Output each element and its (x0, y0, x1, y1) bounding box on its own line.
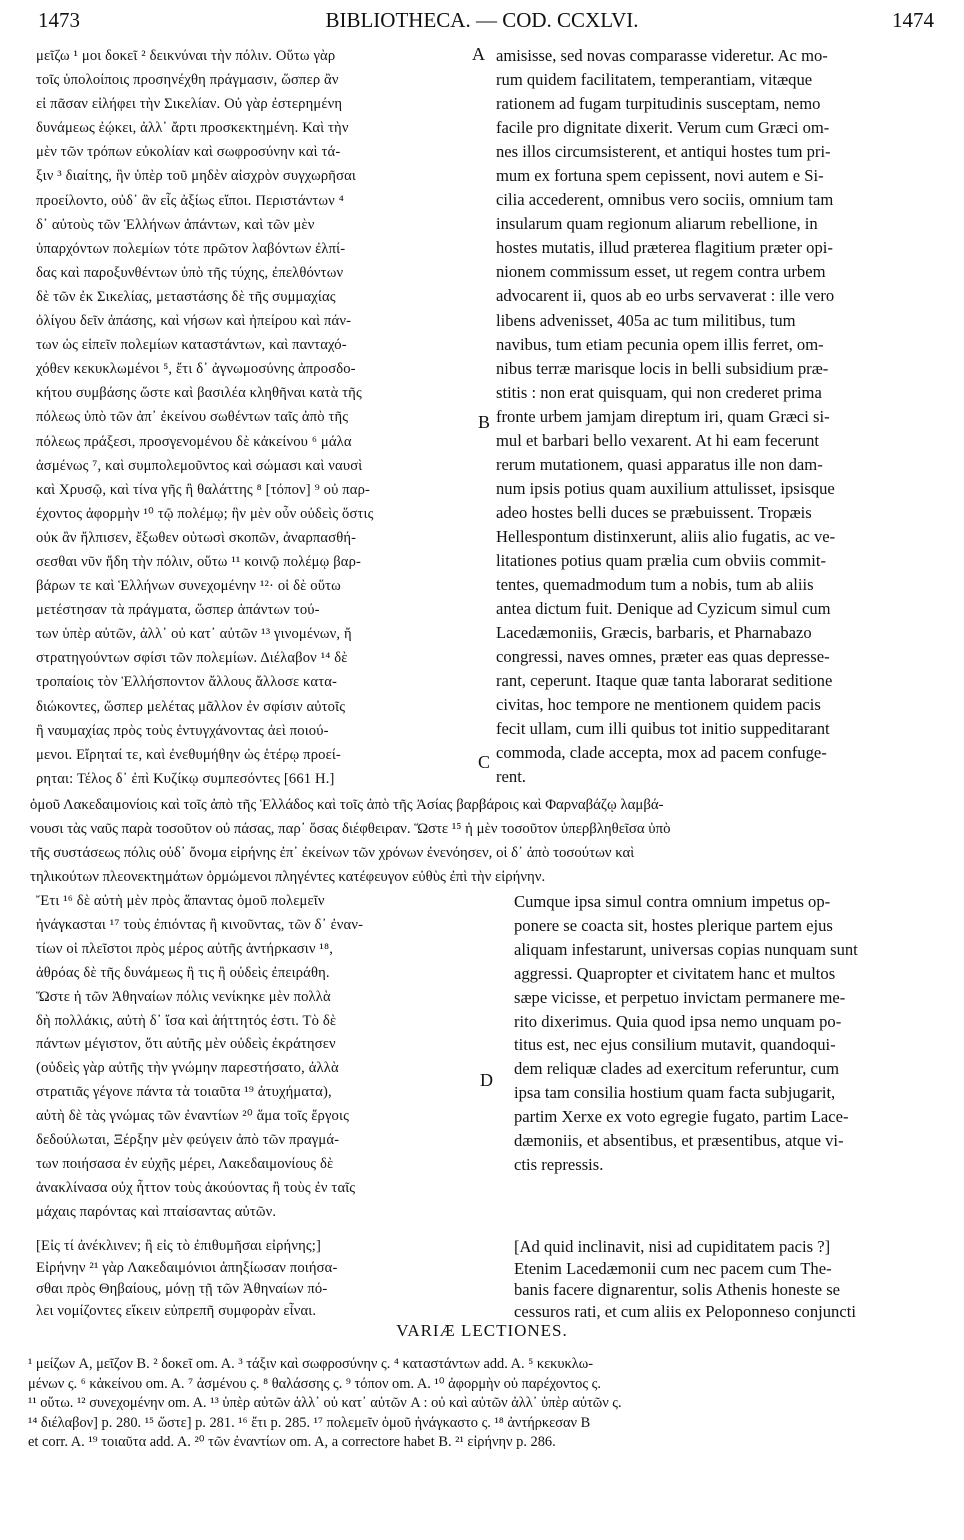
greek-line: δ᾽ αὐτοὺς τῶν Ἑλλήνων ἁπάντων, καὶ τῶν μὲν (36, 216, 315, 233)
latin-line: rito dixerimus. Quia quod ipsa nemo unquam po- (514, 1011, 842, 1031)
greek-line: ἀσμένως ⁷, καὶ συμπολεμοῦντος καὶ σώμασι καὶ ναυσὶ (36, 457, 363, 474)
latin-line: banis facere dignarentur, solis Athenis honeste se (514, 1280, 841, 1299)
latin-line: titus est, nec ejus consilium mutavit, quandoqui- (514, 1035, 836, 1055)
page-header (30, 8, 934, 38)
latin-line: civitas, hoc tempore ne mentionem quidem pacis (496, 695, 821, 715)
latin-line: rationem ad fugam turpitudinis susceptam, nemo (496, 94, 821, 114)
greek-line: ρηται: Τέλος δ᾽ ἐπὶ Κυζίκῳ συμπεσόντες [661 H.] (36, 770, 335, 787)
latin-line: nionem commissum esset, ut regem contra urbem (496, 262, 826, 282)
greek-column-3 (36, 1236, 476, 1322)
greek-line: πόλεως πράξεσι, προσγενομένου δὲ κἀκείνου ⁶ μάλα (36, 433, 352, 450)
greek-line: των ὑπὲρ αὐτῶν, ἀλλ᾽ οὐ κατ᾽ αὐτῶν ¹³ γινομένων, ἤ (36, 626, 352, 643)
section-marker-b: B (478, 412, 491, 432)
greek-line: των ποιήσασα ἐν εὐχῆς μέρει, Λακεδαιμονίους δὲ (36, 1155, 334, 1172)
variant-note-line: ¹⁴ διέλαβον] p. 280. ¹⁵ ὥστε] p. 281. ¹⁶ ἔτι p. 285. ¹⁷ πολεμεῖν ὁμοῦ ἠνάγκαστο ς. ¹⁸ ἀντήρκεσαν B (28, 1414, 591, 1431)
greek-line: (οὐδεὶς γὰρ αὐτῆς τὴν γνώμην παρεστήσατο, ἀλλὰ (36, 1060, 339, 1077)
latin-line: navibus, tum etiam pecunia opem illis ferret, om- (496, 334, 824, 354)
greek-line: τροπαίοις τὸν Ἑλλήσποντον ἄλλους ἄλλοσε κατα- (36, 674, 338, 691)
latin-line: rerum mutationem, quasi apparatus ille non dam- (496, 454, 823, 474)
greek-line: ἠνάγκασται ¹⁷ τοὺς ἐπιόντας ἢ κινοῦντας, τῶν δ᾽ ἐναν- (36, 916, 364, 933)
greek-column-2 (36, 890, 470, 1225)
greek-line: χόθεν κεκυκλωμένοι ⁵, ἔτι δ᾽ ἀγνωμοσύνης ἀπροσδο- (36, 361, 356, 378)
latin-line: litationes potius quam prælia cum obviis commit- (496, 550, 826, 570)
greek-line: μεῖζω ¹ μοι δοκεῖ ² δεικνύναι τὴν πόλιν. Οὕτω γὰρ (36, 48, 336, 64)
greek-line: τίων οἱ πλεῖστοι πρὸς μέρος αὐτῆς ἀντήρκασιν ¹⁸, (36, 940, 333, 957)
latin-line: dem reliquæ clades ad exercitum referuntur, cum (514, 1059, 840, 1079)
latin-line: num ipsis potius quam auxilium attulisset, ipsisque (496, 478, 835, 498)
latin-line: insularum quam regionum aliarum rebellione, in (496, 214, 818, 234)
latin-line: Etenim Lacedæmonii cum nec pacem cum The- (514, 1258, 832, 1278)
greek-line: [Εἰς τί ἀνέκλινεν; ἢ εἰς τὸ ἐπιθυμῆσαι εἰρήνης;] (36, 1238, 321, 1254)
variae-lectiones-notes (28, 1355, 938, 1453)
variant-note-line: ¹ μείζων A, μεῖζον B. ² δοκεῖ om. A. ³ τάξιν καὶ σωφροσύνην ς. ⁴ καταστάντων add. A. ⁵ κεκυκλω- (28, 1356, 593, 1372)
greek-line: ὑπαρχόντων πολεμίων τότε πρῶτον λαβόντων ἐλπί- (36, 240, 346, 257)
latin-line: mul et barbari bello vexarent. At hi eam fecerunt (496, 430, 819, 450)
section-marker-a: A (472, 44, 485, 64)
greek-line: μὲν τῶν τρόπων εὐκολίαν καὶ σωφροσύνην καὶ τά- (36, 144, 341, 161)
greek-line: έχοντος ἀφορμὴν ¹⁰ τῷ πολέμῳ; ἣν μὲν οὖν οὐδεὶς ὅστις (36, 505, 374, 522)
greek-line: δας καὶ παροξυνθέντων ὑπὸ τῆς τύχης, ἐπελθόντων (36, 264, 344, 281)
greek-full-width (30, 793, 935, 889)
greek-column-1 (36, 44, 470, 791)
latin-line: Cumque ipsa simul contra omnium impetus op- (514, 892, 831, 911)
latin-line: amisisse, sed novas comparasse videretur. Ac mo- (496, 46, 828, 65)
latin-line: advocarent ii, quos ab eo urbs servaverat : ille vero (496, 286, 835, 306)
greek-line: εἰ πᾶσαν εἰλήφει τὴν Σικελίαν. Οὐ γὰρ ἐστερημένη (36, 96, 343, 113)
greek-line: προείλοντο, οὐδ᾽ ἂν εἷς ἀξίως εἴποι. Περιστάντων ⁴ (36, 192, 344, 209)
latin-column-2 (514, 890, 932, 1177)
variant-note-line: et corr. A. ¹⁹ τοιαῦτα add. A. ²⁰ τῶν ἐναντίων om. A, a correctore habet B. ²¹ εἰρήνην p. 286. (28, 1434, 556, 1450)
latin-column-3 (514, 1236, 934, 1322)
latin-line: stitis : non erat quisquam, qui non crederet prima (496, 382, 822, 402)
greek-line: αὐτὴ δὲ τὰς γνώμας τῶν ἐναντίων ²⁰ ἅμα τοῖς ἔργοις (36, 1108, 350, 1125)
greek-line: οὐκ ἂν ἤλπισεν, ἔξωθεν οὑτωσὶ σκοπῶν, ἀναρπασθή- (36, 529, 357, 546)
greek-line: ἀθρόας δὲ τῆς δυνάμεως ἢ τις ἢ οὐδεὶς ἐπειράθη. (36, 964, 330, 981)
greek-line: δυνάμεως ἐῴκει, ἀλλ᾽ ἄρτι προσκεκτημένη. Καὶ τὴν (36, 120, 349, 137)
greek-line: διώκοντες, ὥσπερ μελέτας μᾶλλον ἐν σφίσιν αὐτοῖς (36, 698, 346, 715)
greek-line: ἢ ναυμαχίας πρὸς τοὺς ἐντυγχάνοντας ἀεὶ ποιού- (36, 722, 329, 739)
latin-line: commoda, clade accepta, mox ad pacem confuge- (496, 743, 827, 763)
greek-line: στρατιᾶς γέγονε πάντα τὰ τοιαῦτα ¹⁹ ἀτυχήματα), (36, 1084, 332, 1101)
latin-line: congressi, naves omnes, præter eas quas depresse- (496, 647, 830, 667)
variant-note-line: μένων ς. ⁶ κἀκείνου om. A. ⁷ ἀσμένου ς. ⁸ θαλάσσης ς. ⁹ τόπον om. A. ¹⁰ ἀφορμὴν οὐ παρέχοντος ς. (28, 1375, 601, 1392)
greek-line: Ἔτι ¹⁶ δὲ αὐτὴ μὲν πρὸς ἅπαντας ὁμοῦ πολεμεῖν (36, 893, 325, 909)
latin-line: libens advenisset, 405a ac tum militibus, tum (496, 310, 796, 330)
latin-line: fecit ullam, cum illi quibus tot initio suppeditarant (496, 719, 830, 739)
latin-line: sæpe vicisse, et perpetuo invictam permanere me- (514, 987, 846, 1007)
page-number-left: 1473 (38, 8, 80, 32)
greek-line: δὴ πολλάκις, αὐτὴ δ᾽ ἴσα καὶ ἀήττητός ἐστι. Τὸ δὲ (36, 1012, 337, 1029)
latin-line: mum ex fortuna spem cepissent, novi autem e Si- (496, 166, 824, 186)
latin-line: nes illos circumsisterent, et antiqui hostes tum pri- (496, 142, 831, 162)
latin-line: Lacedæmoniis, Græcis, barbaris, et Pharnabazo (496, 623, 812, 643)
greek-line: ξιν ³ διαίτης, ἣν ὑπὲρ τοῦ μηδὲν αἰσχρὸν συγχωρῆσαι (36, 168, 356, 185)
running-title: BIBLIOTHECA. — COD. CCXLVI. (325, 8, 639, 32)
latin-line: [Ad quid inclinavit, nisi ad cupiditatem pacis ?] (514, 1237, 831, 1256)
latin-line: rent. (496, 767, 526, 787)
variant-note-line: ¹¹ οὕτω. ¹² συνεχομένην om. A. ¹³ ὑπὲρ αὐτῶν ἀλλ᾽ οὐ κατ᾽ αὐτῶν A : οὐ καὶ αὐτῶν ἀλλ᾽ ὑπὲρ αὐτῶν ς. (28, 1395, 622, 1411)
greek-line: ἀνακλίνασα οὐχ ἧττον τοὺς ἀκούοντας ἢ τοὺς ἐν ταῖς (36, 1179, 356, 1196)
greek-line: σθαι πρὸς Θηβαίους, μόνῃ τῇ τῶν Ἀθηναίων πό- (36, 1281, 328, 1297)
greek-line: μετέστησαν τὰ πράγματα, ὥσπερ ἁπάντων τού- (36, 602, 320, 619)
greek-line: βάρων τε καὶ Ἑλλήνων συνεχομένην ¹²· οἱ δὲ οὕτω (36, 578, 341, 595)
greek-line: καὶ Χρυσῷ, καὶ τίνα γῆς ἢ θαλάττης ⁸ [τόπον] ⁹ οὐ παρ- (36, 481, 371, 498)
greek-line: Ὥστε ἡ τῶν Ἀθηναίων πόλις νενίκηκε μὲν πολλὰ (36, 988, 331, 1005)
latin-line: ipsa tam consilia hostium quam facta subjugarit, (514, 1083, 836, 1103)
section-marker-c: C (478, 752, 491, 772)
greek-line: ὀλίγου δεῖν ἁπάσης, καὶ νήσων καὶ ἠπείρου καὶ πάν- (36, 313, 352, 330)
latin-line: adeo hostes belli duces se præbuissent. Tropæis (496, 502, 812, 522)
greek-line: σεσθαι νῦν ἤδη τὴν πόλιν, οὕτω ¹¹ κοινῷ πολέμῳ βαρ- (36, 553, 362, 570)
latin-line: cessuros rati, et cum aliis ex Peloponneso conjuncti (514, 1301, 856, 1321)
greek-line: Εἰρήνην ²¹ γὰρ Λακεδαιμόνιοι ἀπηξίωσαν ποιήσα- (36, 1259, 338, 1276)
latin-line: ctis repressis. (514, 1154, 604, 1174)
latin-column-1 (496, 44, 930, 789)
greek-line: λει νομίζοντες εἴκειν εὐπρεπῆ συμφορὰν εἶναι. (36, 1302, 317, 1319)
latin-line: aliquam infestarunt, universas copias nunquam sunt (514, 939, 858, 959)
latin-line: ponere se coacta sit, hostes plerique partem ejus (514, 915, 833, 935)
latin-line: partim Xerxe ex voto egregie fugato, partim Lace- (514, 1107, 849, 1127)
greek-line: πόλεως ὑπὸ τῶν ἀπ᾽ ἐκείνου σωθέντων ταῖς ἀπὸ τῆς (36, 409, 349, 426)
latin-line: fronte urbem jamjam direptum iri, quam Græci si- (496, 406, 830, 426)
latin-line: antea dictum fuit. Denique ad Cyzicum simul cum (496, 599, 831, 619)
latin-line: tentes, quemadmodum tum a nobis, tum ab aliis (496, 575, 814, 595)
latin-line: rant, ceperunt. Itaque quæ tanta laborarat seditione (496, 671, 833, 691)
greek-line: ὁμοῦ Λακεδαιμονίοις καὶ τοῖς ἀπὸ τῆς Ἑλλάδος καὶ τοῖς ἀπὸ τῆς Ἀσίας βαρβάροις καὶ Φαρναβάζῳ λαμβά- (30, 797, 664, 813)
greek-line: δὲ τῶν ἐκ Σικελίας, μεταστάσης δὲ τῆς συμμαχίας (36, 288, 336, 305)
section-marker-d: D (480, 1070, 493, 1090)
variae-lectiones-title: VARIÆ LECTIONES. (396, 1321, 568, 1340)
greek-line: νουσι τὰς ναῦς παρὰ τοσοῦτον οὐ πάσας, παρ᾽ ὅσας διέφθειραν. Ὥστε ¹⁵ ἡ μὲν τοσοῦτον ὑπερβληθεῖσα ὑπὸ (30, 821, 671, 837)
latin-line: hostes mutatis, illud præterea flagitium præter opi- (496, 238, 833, 258)
greek-line: τηλικούτων πλεονεκτημάτων ὁρμώμενοι πληγέντες κατέφευγον εὐθὺς ἐπὶ τὴν εἰρήνην. (30, 869, 546, 885)
greek-line: κήτου συμβάσης ὥστε καὶ βασιλέα κληθῆναι κατὰ τῆς (36, 385, 362, 402)
latin-line: aggressi. Quapropter et civitatem hanc et multos (514, 963, 836, 983)
latin-line: rum quidem facilitatem, temperantiam, vitæque (496, 70, 813, 90)
greek-line: μενοι. Εἴρηταί τε, καὶ ἐνεθυμήθην ὡς ἑτέρῳ προεί- (36, 746, 341, 763)
latin-line: facile pro dignitate dixerit. Verum cum Græci om- (496, 118, 830, 138)
greek-line: στρατηγούντων σφίσι τῶν πολεμίων. Διέλαβον ¹⁴ δὲ (36, 650, 348, 667)
greek-line: δεδούλωται, Ξέρξην μὲν φεύγειν ἀπὸ τῶν πραγμά- (36, 1132, 340, 1149)
greek-line: τῆς συστάσεως πόλις οὐδ᾽ ὄνομα εἰρήνης ἐπ᾽ ἐκείνων τῶν χρόνων ἐνενόησεν, οἱ δ᾽ ἀπὸ τοσούτων καὶ (30, 845, 635, 861)
page-number-right: 1474 (892, 8, 934, 32)
greek-line: πάντων μέγιστον, ὅτι αὐτῆς μὲν οὐδεὶς ἐκράτησεν (36, 1036, 336, 1053)
greek-line: τοῖς ὑπολοίποις προσηνέχθη πράγμασιν, ὥσπερ ἂν (36, 72, 339, 89)
latin-line: Hellespontum distinxerunt, aliis alio fugatis, ac ve- (496, 526, 836, 546)
latin-line: dæmoniis, et absentibus, et præsentibus, atque vi- (514, 1131, 844, 1151)
latin-line: nibus terræ marisque locis in belli subsidium præ- (496, 358, 829, 378)
latin-line: cilia accederent, omnibus vero sociis, omnium tam (496, 190, 834, 210)
greek-line: των ὡς εἰπεῖν πολεμίων καταστάντων, καὶ πανταχό- (36, 337, 347, 354)
greek-line: μάχαις παρόντας καὶ πταίσαντας αὐτῶν. (36, 1203, 277, 1220)
